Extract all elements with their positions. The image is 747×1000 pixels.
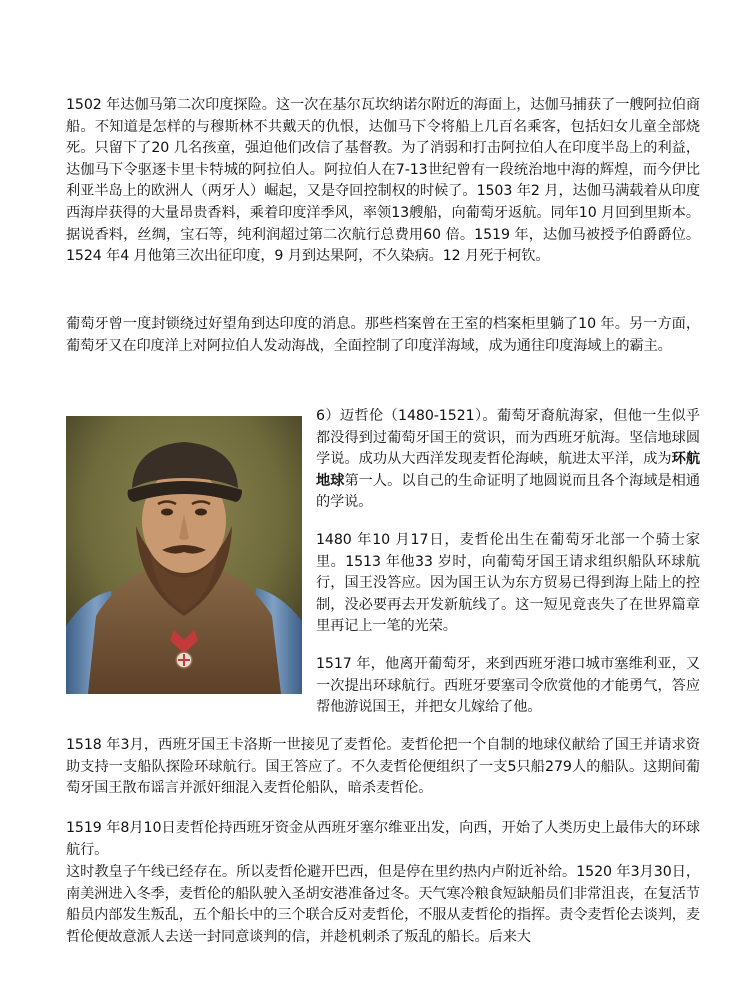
paragraph-da-gama-second-voyage: 1502 年达伽马第二次印度探险。这一次在基尔瓦坎纳诺尔附近的海面上，达伽马捕获了一艘阿拉伯商船。不知道是怎样的与穆斯林不共戴天的仇恨，达伽马下令将船上几百名乘客，包括妇女儿童全部烧死。只留下了20 几名孩童，强迫他们改信了基督教。为了消弱和打击阿拉伯人在印度半岛上的利益，达伽马下令驱逐卡里卡特城的阿拉伯人。阿拉伯人在7-13世纪曾有一段统治地中海的辉煌，而今伊比利亚半岛上的欧洲人（两牙人）崛起，又是夺回控制权的时候了。1503 年2 月，达伽马满载着从印度西海岸获得的大量昂贵香料，乘着印度洋季风，率领13艘船，向葡萄牙返航。同年10 月回到里斯本。据说香料，丝绸，宝石等，纯利润超过第二次航行总费用60 倍。1519 年，达伽马被授予伯爵爵位。1524 年4 月他第三次出征印度，9 月到达果阿，不久染病。12 月死于柯钦。: [66, 97, 700, 265]
paragraph-magellan-intro: [316, 406, 700, 514]
paragraph-departure: 1519 年8月10日麦哲伦持西班牙资金从西班牙塞尔维亚出发，向西，开始了人类历史上最伟大的环球航行。: [66, 820, 700, 858]
paragraph-magellan-birth: 1480 年10 月17日，麦哲伦出生在葡萄牙北部一个骑士家里。1513 年他33 岁时，向葡萄牙国王请求组织船队环球航行，国王没答应。因为国王认为东方贸易已得到海上陆上的控制，没必要再去开发新航线了。这一短见竟丧失了在世界篇章里再记上一笔的光荣。: [316, 532, 700, 635]
paragraph-mutiny: 这时教皇子午线已经存在。所以麦哲伦避开巴西，但是停在里约热内卢附近补给。1520 年3月30日，南美洲进入冬季，麦哲伦的船队驶入圣胡安港准备过冬。天气寒冷粮食短缺船员们非常沮丧，在复活节船员内部发生叛乱，五个船长中的三个联合反对麦哲伦，不服从麦哲伦的指挥。责令麦哲伦去谈判，麦哲伦便故意派人去送一封同意谈判的信，并趁机刺杀了叛乱的船长。后来大: [66, 864, 700, 945]
magellan-portrait-image: [66, 416, 302, 694]
magellan-intro-text-b: 第一人。以自己的生命证明了地圆说而且各个海域是相通的学说。: [316, 472, 700, 511]
paragraph-king-carlos: 1518 年3月，西班牙国王卡洛斯一世接见了麦哲伦。麦哲伦把一个自制的地球仪献给了国王并请求资助支持一支船队探险环球航行。国王答应了。不久麦哲伦便组织了一支5只船279人的船队。这期间葡萄牙国王散布谣言并派奸细混入麦哲伦船队，暗杀麦哲伦。: [66, 737, 700, 797]
paragraph-magellan-spain: 1517 年，他离开葡萄牙，来到西班牙港口城市塞维利亚，又一次提出环球航行。西班牙要塞司令欣赏他的才能勇气，答应帮他游说国王，并把女儿嫁给了他。: [316, 656, 700, 716]
magellan-intro-text-a: 6）迈哲伦（1480-1521）。葡萄牙裔航海家，但他一生似乎都没得到过葡萄牙国王的赏识，而为西班牙航海。坚信地球圆学说。成功从大西洋发现麦哲伦海峡，航进太平洋，成为: [316, 408, 700, 468]
magellan-intro-bold: 环航地球: [316, 451, 700, 489]
paragraph-portugal-secrecy: 葡萄牙曾一度封锁绕过好望角到达印度的消息。那些档案曾在王室的档案柜里躺了10 年。另一方面，葡萄牙又在印度洋上对阿拉伯人发动海战，全面控制了印度洋海域，成为通往印度海域上的霸主。: [66, 316, 700, 354]
